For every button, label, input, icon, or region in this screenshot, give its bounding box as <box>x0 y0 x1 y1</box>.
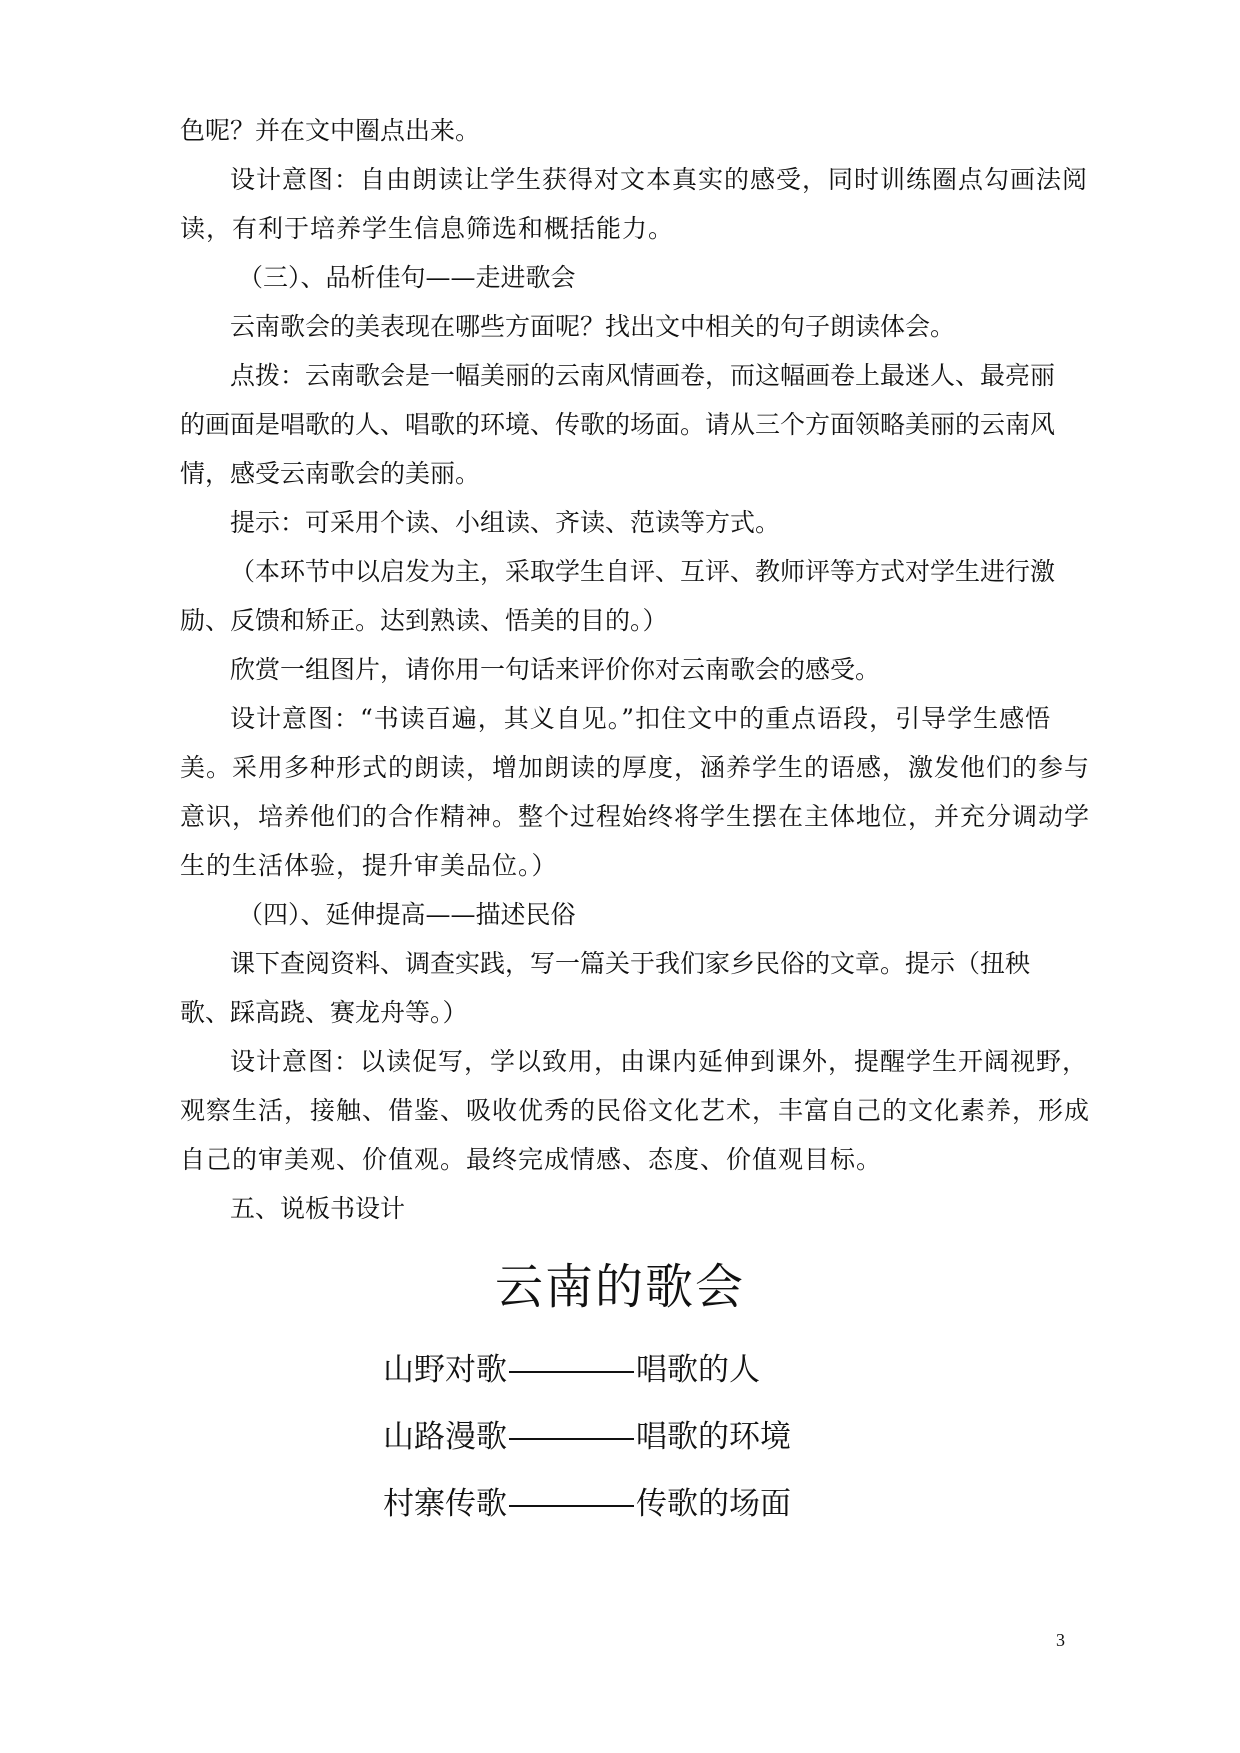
board-row <box>383 1482 791 1526</box>
text-line: 设计意图：“书读百遍，其义自见。”扣住文中的重点语段，引导学生感悟 <box>230 704 1052 733</box>
text-line: （本环节中以启发为主，采取学生自评、互评、教师评等方式对学生进行激 <box>230 557 1056 586</box>
board-row-right: 唱歌的人 <box>636 1352 760 1388</box>
page-number: 3 <box>1056 1630 1065 1650</box>
text-line: 观察生活，接触、借鉴、吸收优秀的民俗文化艺术，丰富自己的文化素养，形成 <box>180 1096 1091 1125</box>
board-row-dash <box>509 1371 634 1373</box>
text-line: 生的生活体验，提升审美品位。） <box>180 851 558 880</box>
text-line: 点拨：云南歌会是一幅美丽的云南风情画卷，而这幅画卷上最迷人、最亮丽 <box>230 361 1056 390</box>
board-row-left: 村寨传歌 <box>383 1486 507 1522</box>
text-line: 色呢？并在文中圈点出来。 <box>180 116 481 145</box>
text-line: 设计意图：自由朗读让学生获得对文本真实的感受，同时训练圈点勾画法阅 <box>230 165 1089 194</box>
text-line: 美。采用多种形式的朗读，增加朗读的厚度，涵养学生的语感，激发他们的参与 <box>180 753 1091 782</box>
text-line: 励、反馈和矫正。达到熟读、悟美的目的。） <box>180 606 668 635</box>
text-line: 的画面是唱歌的人、唱歌的环境、传歌的场面。请从三个方面领略美丽的云南风 <box>180 410 1056 439</box>
text-line: 歌、踩高跷、赛龙舟等。） <box>180 998 468 1027</box>
text-line: 自己的审美观、价值观。最终完成情感、态度、价值观目标。 <box>180 1145 883 1174</box>
board-row-dash <box>509 1438 634 1440</box>
text-line: 意识，培养他们的合作精神。整个过程始终将学生摆在主体地位，并充分调动学 <box>180 802 1091 831</box>
board-row-left: 山路漫歌 <box>383 1419 507 1455</box>
text-line: 读，有利于培养学生信息筛选和概括能力。 <box>180 214 675 243</box>
board-row-right: 唱歌的环境 <box>636 1419 791 1455</box>
board-title: 云南的歌会 <box>494 1259 745 1315</box>
text-line: 云南歌会的美表现在哪些方面呢？找出文中相关的句子朗读体会。 <box>230 312 956 341</box>
board-row-dash <box>509 1505 634 1507</box>
board-row-left: 山野对歌 <box>383 1352 507 1388</box>
text-line: 欣赏一组图片，请你用一句话来评价你对云南歌会的感受。 <box>230 655 881 684</box>
text-line: 情，感受云南歌会的美丽。 <box>180 459 481 488</box>
text-line: （三）、品析佳句——走进歌会 <box>238 263 576 292</box>
text-line: 设计意图：以读促写，学以致用，由课内延伸到课外，提醒学生开阔视野， <box>230 1047 1089 1076</box>
text-line: （四）、延伸提高——描述民俗 <box>238 900 576 929</box>
text-line: 提示：可采用个读、小组读、齐读、范读等方式。 <box>230 508 781 537</box>
board-row-right: 传歌的场面 <box>636 1486 791 1522</box>
text-line: 课下查阅资料、调查实践，写一篇关于我们家乡民俗的文章。提示（扭秧 <box>230 949 1031 978</box>
text-line: 五、说板书设计 <box>230 1194 406 1223</box>
board-row <box>383 1348 760 1392</box>
board-row <box>383 1415 791 1459</box>
